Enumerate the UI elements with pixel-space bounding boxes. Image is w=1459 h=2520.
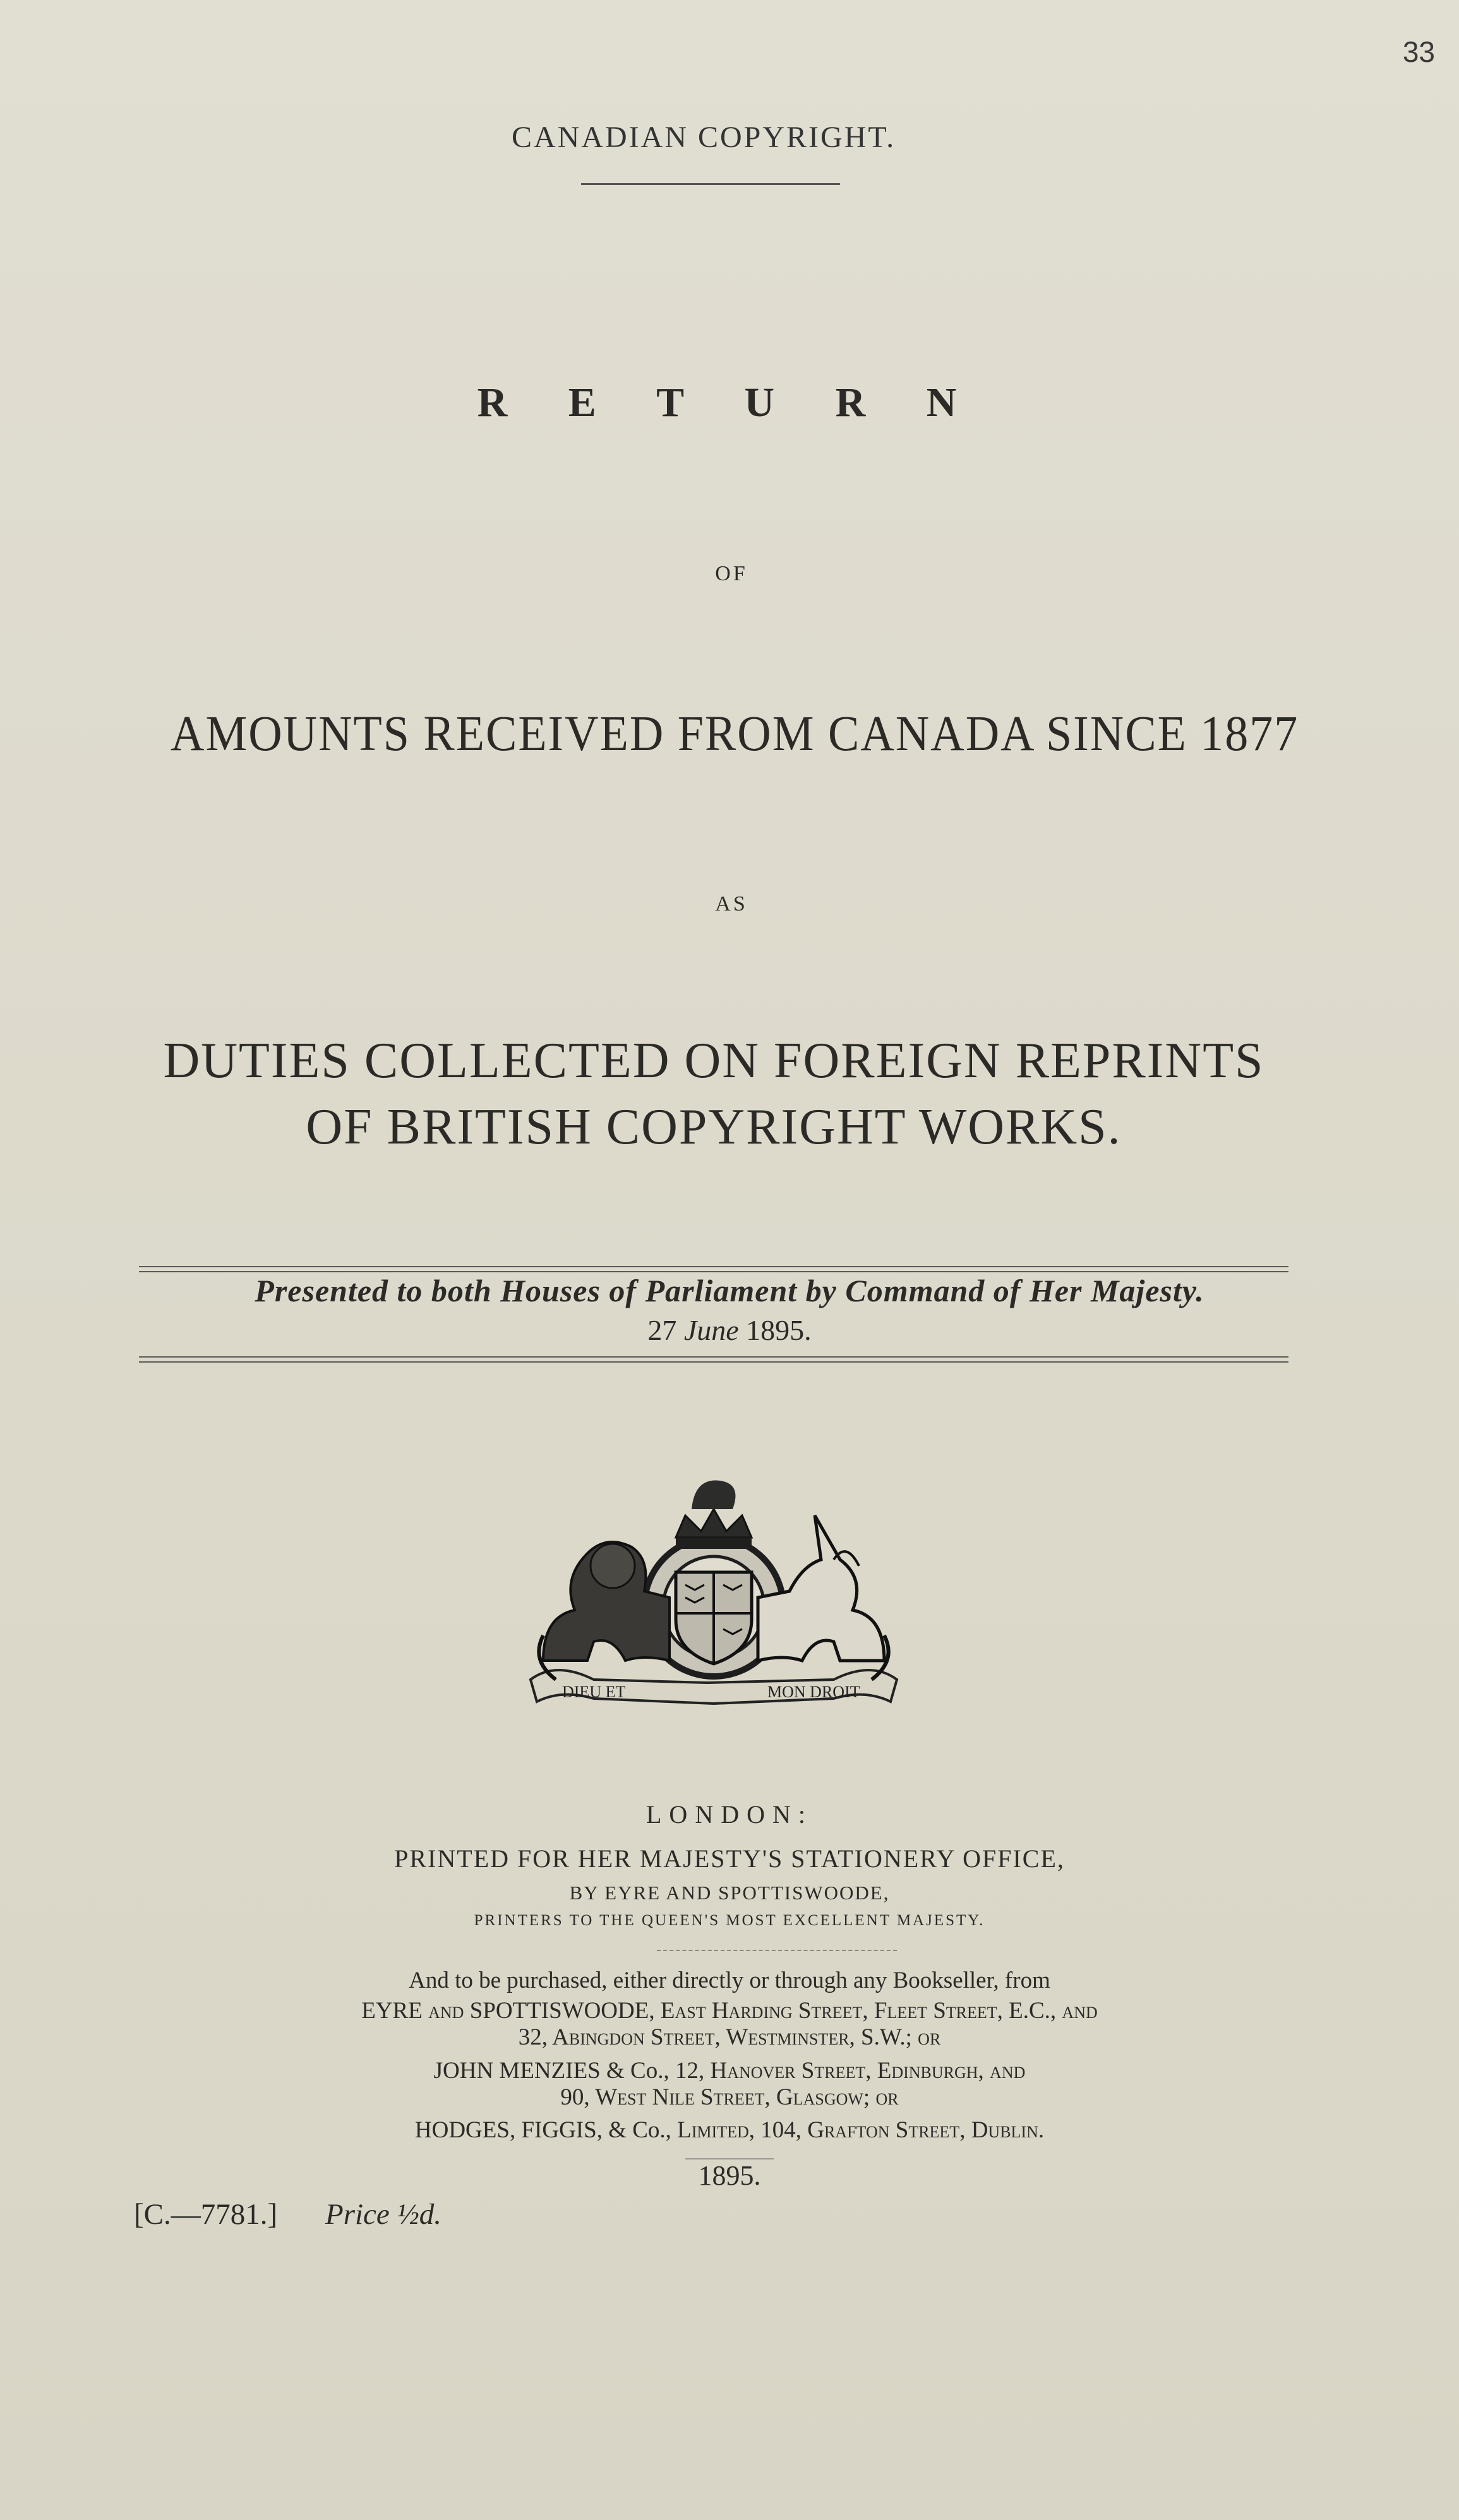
seller-eyre-name: EYRE bbox=[361, 1998, 423, 2024]
seller-eyre-name-rest: SPOTTISWOODE, bbox=[469, 1998, 655, 2024]
motto-left: DIEU ET bbox=[562, 1683, 626, 1701]
duties-heading-line-2: OF BRITISH COPYRIGHT WORKS. bbox=[306, 1099, 1122, 1155]
seller-menzies-address-2: 90, West Nile Street, Glasgow; or bbox=[560, 2084, 899, 2110]
imprint-rule bbox=[657, 1950, 897, 1951]
page-number: 33 bbox=[1402, 35, 1435, 68]
imprint-printer: BY EYRE AND SPOTTISWOODE, bbox=[569, 1882, 890, 1904]
connector-as: AS bbox=[715, 892, 748, 916]
imprint-printers-to-queen: PRINTERS TO THE QUEEN'S MOST EXCELLENT MAJESTY. bbox=[474, 1912, 985, 1929]
seller-eyre-and: and bbox=[428, 1998, 464, 2024]
motto-right: MON DROIT bbox=[767, 1683, 860, 1701]
seller-menzies-line bbox=[0, 2057, 1459, 2084]
seller-eyre-address-2: 32, Abingdon Street, Westminster, S.W.; or bbox=[518, 2024, 941, 2050]
presentation-month: June bbox=[683, 1314, 739, 1346]
royal-coat-of-arms-icon bbox=[518, 1471, 910, 1736]
document-title: R E T U R N bbox=[477, 379, 982, 426]
imprint-year: 1895. bbox=[698, 2160, 761, 2191]
seller-hodges-name: HODGES, FIGGIS, & Co., bbox=[414, 2117, 671, 2143]
purchase-intro: And to be purchased, either directly or through any Bookseller, from bbox=[409, 1968, 1050, 1993]
subject-heading: AMOUNTS RECEIVED FROM CANADA SINCE 1877 bbox=[171, 705, 1299, 762]
presentation-day: 27 bbox=[647, 1314, 677, 1346]
running-head: CANADIAN COPYRIGHT. bbox=[512, 121, 896, 154]
seller-menzies-address: 12, Hanover Street, Edinburgh, and bbox=[675, 2058, 1026, 2084]
connector-of: OF bbox=[715, 562, 748, 585]
price: Price ½d. bbox=[325, 2198, 442, 2231]
presentation-rule-bottom bbox=[139, 1356, 1288, 1363]
imprint-printed-for: PRINTED FOR HER MAJESTY'S STATIONERY OFFICE, bbox=[394, 1844, 1065, 1873]
seller-hodges-address: Limited, 104, Grafton Street, Dublin. bbox=[677, 2117, 1045, 2143]
seller-eyre-address: East Harding Street, Fleet Street, E.C., and bbox=[660, 1998, 1098, 2024]
presentation-rule-top bbox=[139, 1266, 1288, 1272]
presentation-year: 1895. bbox=[746, 1314, 812, 1346]
seller-eyre-line bbox=[0, 1997, 1459, 2024]
seller-menzies-name: JOHN MENZIES & Co., bbox=[433, 2058, 669, 2084]
presentation-date bbox=[0, 1313, 1459, 1347]
duties-heading-line-1: DUTIES COLLECTED ON FOREIGN REPRINTS bbox=[163, 1033, 1264, 1089]
seller-hodges-line bbox=[0, 2117, 1459, 2144]
head-rule bbox=[581, 183, 840, 185]
imprint-place: LONDON: bbox=[646, 1800, 813, 1829]
command-paper-number: [C.—7781.] bbox=[134, 2198, 278, 2231]
presentation-statement: Presented to both Houses of Parliament by Command of Her Majesty. bbox=[255, 1273, 1204, 1308]
